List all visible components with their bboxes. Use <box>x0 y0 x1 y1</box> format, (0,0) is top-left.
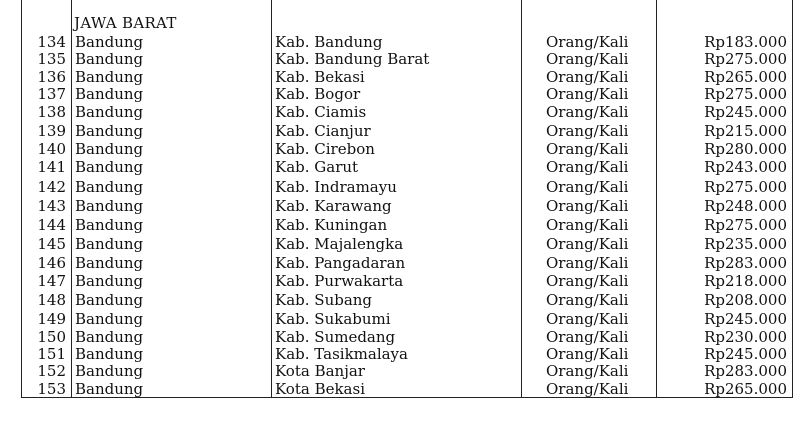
destination: Kab. Purwakarta <box>275 272 404 290</box>
unit: Orang/Kali <box>546 197 629 215</box>
row-number: 136 <box>37 68 66 86</box>
table-row <box>0 178 800 196</box>
row-number: 140 <box>37 140 66 158</box>
table-row <box>0 310 800 328</box>
table-row <box>0 235 800 253</box>
unit: Orang/Kali <box>546 178 629 196</box>
unit: Orang/Kali <box>546 103 629 121</box>
unit: Orang/Kali <box>546 345 629 363</box>
destination: Kab. Tasikmalaya <box>275 345 408 363</box>
price: Rp265.000 <box>704 68 787 86</box>
row-number: 138 <box>37 103 66 121</box>
origin-city: Bandung <box>75 50 144 68</box>
origin-city: Bandung <box>75 362 144 380</box>
destination: Kab. Cirebon <box>275 140 375 158</box>
price: Rp275.000 <box>704 50 787 68</box>
row-number: 134 <box>37 33 66 51</box>
destination: Kab. Sumedang <box>275 328 396 346</box>
row-number: 152 <box>37 362 66 380</box>
table-row <box>0 68 800 86</box>
row-number: 153 <box>37 380 66 398</box>
destination: Kab. Ciamis <box>275 103 367 121</box>
destination: Kab. Sukabumi <box>275 310 391 328</box>
row-number: 142 <box>37 178 66 196</box>
table-row <box>0 272 800 290</box>
unit: Orang/Kali <box>546 33 629 51</box>
price: Rp275.000 <box>704 216 787 234</box>
row-number: 135 <box>37 50 66 68</box>
origin-city: Bandung <box>75 103 144 121</box>
table-row <box>0 33 800 51</box>
destination: Kab. Majalengka <box>275 235 404 253</box>
origin-city: Bandung <box>75 197 144 215</box>
origin-city: Bandung <box>75 68 144 86</box>
price: Rp283.000 <box>704 362 787 380</box>
price: Rp243.000 <box>704 158 787 176</box>
table-row <box>0 380 800 398</box>
price: Rp265.000 <box>704 380 787 398</box>
origin-city: Bandung <box>75 380 144 398</box>
table-row <box>0 197 800 215</box>
row-number: 139 <box>37 122 66 140</box>
destination: Kab. Garut <box>275 158 359 176</box>
origin-city: Bandung <box>75 272 144 290</box>
row-number: 143 <box>37 197 66 215</box>
unit: Orang/Kali <box>546 362 629 380</box>
origin-city: Bandung <box>75 140 144 158</box>
price: Rp248.000 <box>704 197 787 215</box>
unit: Orang/Kali <box>546 216 629 234</box>
price: Rp275.000 <box>704 85 787 103</box>
unit: Orang/Kali <box>546 122 629 140</box>
table-row <box>0 122 800 140</box>
table-row <box>0 85 800 103</box>
row-number: 137 <box>37 85 66 103</box>
destination: Kota Bekasi <box>275 380 365 398</box>
price: Rp245.000 <box>704 345 787 363</box>
price: Rp283.000 <box>704 254 787 272</box>
origin-city: Bandung <box>75 235 144 253</box>
destination: Kab. Bandung <box>275 33 383 51</box>
price: Rp275.000 <box>704 178 787 196</box>
price: Rp183.000 <box>704 33 787 51</box>
table-row <box>0 216 800 234</box>
unit: Orang/Kali <box>546 235 629 253</box>
unit: Orang/Kali <box>546 254 629 272</box>
origin-city: Bandung <box>75 33 144 51</box>
price: Rp280.000 <box>704 140 787 158</box>
table-row <box>0 328 800 346</box>
price: Rp235.000 <box>704 235 787 253</box>
unit: Orang/Kali <box>546 310 629 328</box>
price: Rp245.000 <box>704 103 787 121</box>
unit: Orang/Kali <box>546 85 629 103</box>
origin-city: Bandung <box>75 122 144 140</box>
price: Rp215.000 <box>704 122 787 140</box>
row-number: 141 <box>37 158 66 176</box>
table-row <box>0 254 800 272</box>
row-number: 146 <box>37 254 66 272</box>
table-row <box>0 345 800 363</box>
unit: Orang/Kali <box>546 158 629 176</box>
region-heading: JAWA BARAT <box>74 14 177 32</box>
destination: Kab. Bandung Barat <box>275 50 430 68</box>
destination: Kota Banjar <box>275 362 365 380</box>
destination: Kab. Karawang <box>275 197 392 215</box>
unit: Orang/Kali <box>546 140 629 158</box>
origin-city: Bandung <box>75 291 144 309</box>
destination: Kab. Pangadaran <box>275 254 406 272</box>
origin-city: Bandung <box>75 216 144 234</box>
destination: Kab. Kuningan <box>275 216 388 234</box>
table-row <box>0 291 800 309</box>
row-number: 147 <box>37 272 66 290</box>
unit: Orang/Kali <box>546 291 629 309</box>
destination: Kab. Subang <box>275 291 373 309</box>
table-row <box>0 158 800 176</box>
origin-city: Bandung <box>75 254 144 272</box>
origin-city: Bandung <box>75 310 144 328</box>
price: Rp208.000 <box>704 291 787 309</box>
row-number: 149 <box>37 310 66 328</box>
unit: Orang/Kali <box>546 272 629 290</box>
origin-city: Bandung <box>75 328 144 346</box>
row-number: 151 <box>37 345 66 363</box>
table-row <box>0 50 800 68</box>
price: Rp218.000 <box>704 272 787 290</box>
unit: Orang/Kali <box>546 68 629 86</box>
table-row <box>0 140 800 158</box>
row-number: 150 <box>37 328 66 346</box>
row-number: 145 <box>37 235 66 253</box>
origin-city: Bandung <box>75 85 144 103</box>
row-number: 144 <box>37 216 66 234</box>
row-number: 148 <box>37 291 66 309</box>
destination: Kab. Cianjur <box>275 122 371 140</box>
price: Rp245.000 <box>704 310 787 328</box>
table-row <box>0 362 800 380</box>
destination: Kab. Indramayu <box>275 178 397 196</box>
unit: Orang/Kali <box>546 380 629 398</box>
price: Rp230.000 <box>704 328 787 346</box>
table-row <box>0 103 800 121</box>
origin-city: Bandung <box>75 345 144 363</box>
destination: Kab. Bekasi <box>275 68 365 86</box>
origin-city: Bandung <box>75 158 144 176</box>
unit: Orang/Kali <box>546 50 629 68</box>
destination: Kab. Bogor <box>275 85 361 103</box>
unit: Orang/Kali <box>546 328 629 346</box>
origin-city: Bandung <box>75 178 144 196</box>
